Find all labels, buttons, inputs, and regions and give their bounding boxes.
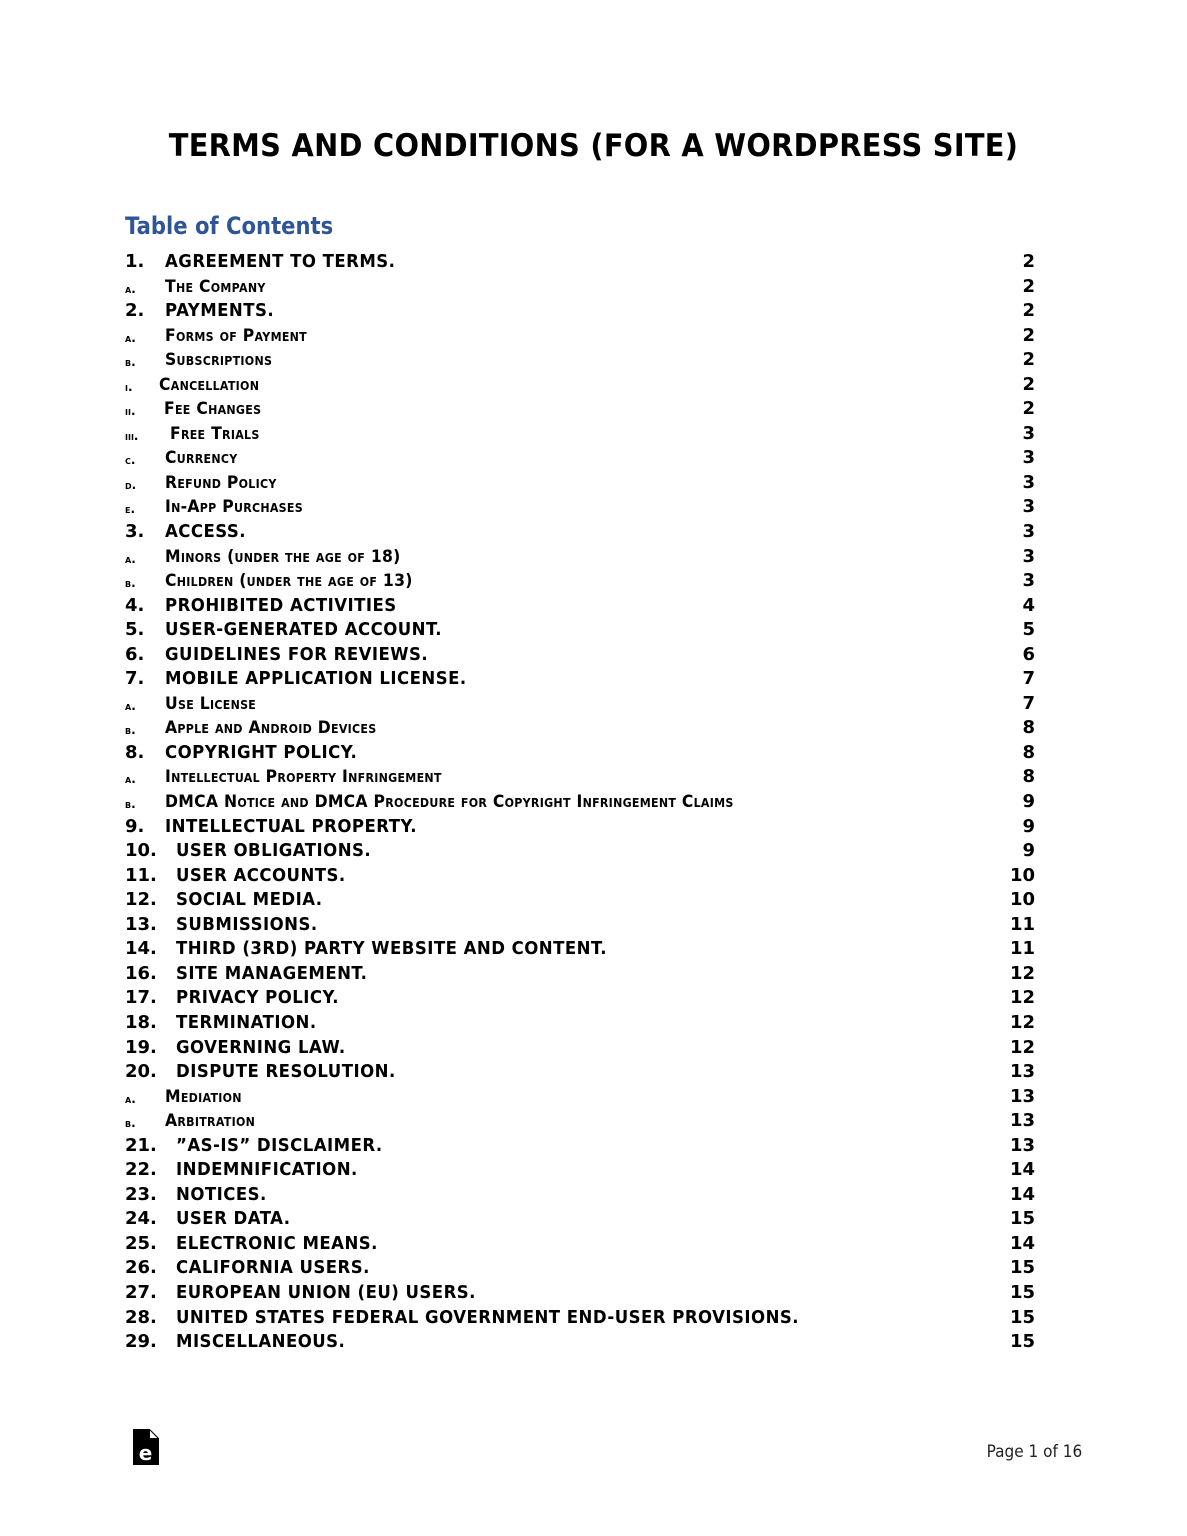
toc-entry-number: 26. — [125, 1257, 157, 1279]
toc-entry[interactable] — [125, 937, 1035, 962]
toc-entry-number: 11. — [125, 864, 157, 886]
toc-entry-label[interactable]: ”AS-IS” DISCLAIMER. — [176, 1134, 383, 1156]
toc-entry-number: 5. — [125, 619, 145, 641]
toc-entry-number: a. — [125, 698, 136, 713]
toc-entry-label[interactable]: USER ACCOUNTS. — [176, 864, 346, 886]
toc-entry-number: 14. — [125, 938, 157, 960]
toc-entry-page: 9 — [1022, 791, 1035, 813]
toc-entry-number: 9. — [125, 815, 145, 837]
toc-entry-label[interactable]: USER OBLIGATIONS. — [176, 840, 372, 862]
toc-entry-label[interactable]: USER-GENERATED ACCOUNT. — [165, 619, 442, 641]
toc-entry-page: 5 — [1022, 619, 1035, 641]
toc-entry[interactable] — [125, 1011, 1035, 1036]
toc-entry-label[interactable]: Apple and Android Devices — [165, 718, 377, 739]
toc-entry-page: 9 — [1022, 815, 1035, 837]
toc-entry[interactable] — [125, 1330, 1035, 1355]
toc-entry-label[interactable]: NOTICES. — [176, 1183, 267, 1205]
toc-entry-label[interactable]: Children (under the age of 13) — [165, 571, 413, 592]
toc-entry[interactable] — [125, 471, 1035, 496]
toc-entry-number: 10. — [125, 840, 157, 862]
toc-entry-number: d. — [125, 477, 137, 492]
toc-entry-page: 15 — [1009, 1208, 1035, 1230]
toc-entry-number: 1. — [125, 251, 145, 272]
toc-entry-page: 2 — [1022, 275, 1035, 297]
toc-entry[interactable] — [125, 594, 1035, 619]
toc-entry[interactable] — [125, 1232, 1035, 1257]
toc-entry-label[interactable]: INTELLECTUAL PROPERTY. — [165, 815, 417, 837]
document-title: TERMS AND CONDITIONS (FOR A WORDPRESS SITE) — [168, 128, 1019, 164]
toc-entry[interactable] — [125, 741, 1035, 766]
toc-entry[interactable] — [125, 864, 1035, 889]
toc-entry-label[interactable]: MISCELLANEOUS. — [176, 1331, 346, 1353]
toc-entry-label[interactable]: Refund Policy — [165, 472, 277, 493]
toc-entry-label[interactable]: PAYMENTS. — [165, 300, 275, 322]
toc-entry-page: 14 — [1009, 1232, 1035, 1254]
toc-entry-number: 29. — [125, 1331, 157, 1353]
toc-entry-page: 8 — [1022, 766, 1035, 788]
toc-entry-label[interactable]: CALIFORNIA USERS. — [176, 1257, 370, 1279]
toc-entry-page: 8 — [1022, 741, 1035, 763]
toc-entry[interactable] — [125, 1085, 1035, 1110]
toc-entry-page: 15 — [1009, 1257, 1035, 1279]
toc-entry-label[interactable]: SUBMISSIONS. — [176, 913, 318, 935]
toc-entry-label[interactable]: Arbitration — [165, 1111, 256, 1132]
toc-entry-label[interactable]: DISPUTE RESOLUTION. — [176, 1061, 396, 1083]
toc-entry-page: 3 — [1022, 545, 1035, 567]
toc-entry-number: 7. — [125, 668, 145, 690]
toc-entry-number: c. — [125, 453, 136, 468]
toc-entry-page: 2 — [1022, 398, 1035, 420]
toc-entry-number: 17. — [125, 987, 157, 1009]
toc-entry-number: 6. — [125, 643, 145, 665]
toc-entry[interactable] — [125, 545, 1035, 570]
toc-entry-number: b. — [125, 723, 136, 738]
toc-entry-page: 2 — [1022, 324, 1035, 346]
toc-entry[interactable] — [125, 299, 1035, 324]
toc-entry-page: 2 — [1022, 349, 1035, 371]
toc-entry-number: 16. — [125, 962, 157, 984]
toc-entry-number: 23. — [125, 1183, 157, 1205]
toc-entry-label[interactable]: COPYRIGHT POLICY. — [165, 741, 358, 763]
toc-entry-number: 22. — [125, 1159, 157, 1181]
toc-entry-number: 12. — [125, 889, 157, 911]
toc-entry-number: 20. — [125, 1061, 157, 1083]
toc-entry-number: a. — [125, 330, 136, 345]
toc-entry-page: 3 — [1022, 521, 1035, 543]
toc-entry-number: b. — [125, 1116, 136, 1131]
toc-entry[interactable] — [125, 1207, 1035, 1232]
toc-entry-page: 13 — [1009, 1085, 1035, 1107]
toc-entry[interactable] — [125, 495, 1035, 520]
toc-entry-label[interactable]: SOCIAL MEDIA. — [176, 889, 323, 911]
toc-entry-page: 2 — [1022, 373, 1035, 395]
toc-entry-label[interactable]: Fee Changes — [164, 399, 262, 420]
toc-entry-page: 3 — [1022, 447, 1035, 469]
toc-entry-number: 2. — [125, 300, 145, 322]
toc-entry-number: a. — [125, 772, 136, 787]
toc-entry[interactable] — [125, 1060, 1035, 1085]
toc-entry[interactable] — [125, 1306, 1035, 1331]
toc-entry-label[interactable]: MOBILE APPLICATION LICENSE. — [165, 668, 467, 690]
toc-entry-number: 19. — [125, 1036, 157, 1058]
toc-entry-label[interactable]: EUROPEAN UNION (EU) USERS. — [176, 1281, 476, 1303]
toc-entry[interactable] — [125, 1109, 1035, 1134]
toc-entry-label[interactable]: INDEMNIFICATION. — [176, 1159, 358, 1181]
toc-entry[interactable] — [125, 716, 1035, 741]
toc-entry-label[interactable]: Use License — [165, 693, 257, 714]
toc-entry-label[interactable]: THIRD (3RD) PARTY WEBSITE AND CONTENT. — [176, 938, 607, 960]
toc-entry-number: a. — [125, 1091, 136, 1106]
toc-entry[interactable] — [125, 888, 1035, 913]
toc-entry-number: 28. — [125, 1306, 157, 1328]
toc-entry[interactable] — [125, 913, 1035, 938]
toc-entry-page: 3 — [1022, 570, 1035, 592]
toc-entry-label[interactable]: In-App Purchases — [165, 497, 303, 518]
toc-entry-number: 24. — [125, 1208, 157, 1230]
toc-entry-page: 2 — [1022, 251, 1035, 272]
toc-entry-number: 21. — [125, 1134, 157, 1156]
toc-entry[interactable] — [125, 250, 1035, 275]
toc-entry-label[interactable]: Free Trials — [170, 423, 260, 444]
toc-entry[interactable] — [125, 692, 1035, 717]
toc-entry-label[interactable]: Intellectual Property Infringement — [165, 767, 442, 788]
toc-entry[interactable] — [125, 373, 1035, 398]
toc-entry-number: 3. — [125, 521, 145, 543]
toc-entry-label[interactable]: TERMINATION. — [176, 1011, 317, 1033]
toc-entry-label[interactable]: Subscriptions — [165, 350, 273, 371]
toc-entry-number: i. — [125, 379, 133, 394]
toc-entry-page: 10 — [1009, 864, 1035, 886]
toc-entry-label[interactable]: The Company — [165, 276, 266, 297]
toc-entry-page: 15 — [1009, 1281, 1035, 1303]
toc-entry[interactable] — [125, 618, 1035, 643]
toc-entry-number: 25. — [125, 1232, 157, 1254]
toc-entry[interactable] — [125, 986, 1035, 1011]
toc-entry-page: 11 — [1009, 938, 1035, 960]
toc-entry[interactable] — [125, 324, 1035, 349]
toc-entry[interactable] — [125, 1134, 1035, 1159]
toc-heading: Table of Contents — [125, 212, 334, 240]
toc-entry-page: 7 — [1022, 668, 1035, 690]
toc-entry-label[interactable]: PROHIBITED ACTIVITIES — [165, 594, 397, 616]
toc-entry-number: b. — [125, 797, 136, 812]
toc-entry-page: 12 — [1009, 1036, 1035, 1058]
toc-entry-page: 12 — [1009, 962, 1035, 984]
esign-document-icon — [133, 1429, 159, 1465]
toc-entry-number: a. — [125, 551, 136, 566]
toc-entry[interactable] — [125, 1158, 1035, 1183]
toc-entry-label[interactable]: USER DATA. — [176, 1208, 291, 1230]
toc-entry[interactable] — [125, 790, 1035, 815]
toc-entry-page: 14 — [1009, 1159, 1035, 1181]
toc-entry[interactable] — [125, 275, 1035, 300]
toc-entry-label[interactable]: UNITED STATES FEDERAL GOVERNMENT END-USER PROVISIONS. — [176, 1306, 800, 1328]
toc-entry-number: 13. — [125, 913, 157, 935]
toc-entry-label[interactable]: GUIDELINES FOR REVIEWS. — [165, 643, 429, 665]
toc-entry[interactable] — [125, 348, 1035, 373]
toc-entry-number: iii. — [125, 428, 139, 443]
toc-entry-page: 8 — [1022, 717, 1035, 739]
toc-entry-number: 18. — [125, 1011, 157, 1033]
toc-entry-label[interactable]: PRIVACY POLICY. — [176, 987, 339, 1009]
toc-entry-label[interactable]: Mediation — [165, 1086, 242, 1107]
toc-entry-page: 6 — [1022, 643, 1035, 665]
toc-entry[interactable] — [125, 815, 1035, 840]
toc-entry-page: 3 — [1022, 422, 1035, 444]
toc-entry-page: 12 — [1009, 1011, 1035, 1033]
toc-entry-label[interactable]: ELECTRONIC MEANS. — [176, 1232, 378, 1254]
toc-entry-page: 13 — [1009, 1134, 1035, 1156]
toc-entry-number: a. — [125, 281, 136, 296]
toc-entry-number: b. — [125, 355, 136, 370]
toc-entry-label[interactable]: Forms of Payment — [165, 325, 307, 346]
page-number: Page 1 of 16 — [986, 1442, 1082, 1462]
toc-entry-number: ii. — [125, 404, 136, 419]
toc-entry-label[interactable]: SITE MANAGEMENT. — [176, 962, 368, 984]
toc-entry-page: 3 — [1022, 471, 1035, 493]
toc-entry[interactable] — [125, 1256, 1035, 1281]
toc-entry-label[interactable]: Currency — [165, 448, 238, 469]
svg-text:e: e — [138, 1441, 153, 1465]
toc-entry-page: 9 — [1022, 840, 1035, 862]
toc-entry-number: b. — [125, 576, 136, 591]
toc-entry-number: e. — [125, 502, 136, 517]
toc-entry-page: 3 — [1022, 496, 1035, 518]
toc-entry-label[interactable]: Cancellation — [159, 374, 260, 395]
toc-entry-number: 8. — [125, 741, 145, 763]
toc-entry[interactable] — [125, 422, 1035, 447]
toc-entry-page: 15 — [1009, 1306, 1035, 1328]
toc-entry[interactable] — [125, 1281, 1035, 1306]
toc-entry-label[interactable]: AGREEMENT TO TERMS. — [165, 251, 396, 272]
toc-entry[interactable] — [125, 1036, 1035, 1061]
toc-entry-page: 11 — [1009, 913, 1035, 935]
toc-entry[interactable] — [125, 446, 1035, 471]
toc-entry[interactable] — [125, 643, 1035, 668]
toc-entry[interactable] — [125, 520, 1035, 545]
toc-entry[interactable] — [125, 667, 1035, 692]
toc-entry-page: 14 — [1009, 1183, 1035, 1205]
toc-entry-page: 10 — [1009, 889, 1035, 911]
toc-entry-label[interactable]: DMCA Notice and DMCA Procedure for Copyright Infringement Claims — [165, 792, 734, 813]
toc-entry[interactable] — [125, 1183, 1035, 1208]
toc-entry-page: 13 — [1009, 1110, 1035, 1132]
toc-entry-page: 7 — [1022, 692, 1035, 714]
toc-entry-page: 12 — [1009, 987, 1035, 1009]
toc-entry-label[interactable]: ACCESS. — [165, 521, 247, 543]
table-of-contents — [125, 250, 1035, 1355]
toc-entry[interactable] — [125, 569, 1035, 594]
toc-entry-number: 27. — [125, 1281, 157, 1303]
toc-entry-label[interactable]: GOVERNING LAW. — [176, 1036, 346, 1058]
toc-entry-page: 13 — [1009, 1061, 1035, 1083]
toc-entry-page: 15 — [1009, 1331, 1035, 1353]
toc-entry-page: 2 — [1022, 300, 1035, 322]
toc-entry[interactable] — [125, 765, 1035, 790]
toc-entry[interactable] — [125, 962, 1035, 987]
toc-entry-label[interactable]: Minors (under the age of 18) — [165, 546, 401, 567]
toc-entry[interactable] — [125, 397, 1035, 422]
toc-entry-number: 4. — [125, 594, 145, 616]
toc-entry[interactable] — [125, 839, 1035, 864]
toc-entry-page: 4 — [1022, 594, 1035, 616]
